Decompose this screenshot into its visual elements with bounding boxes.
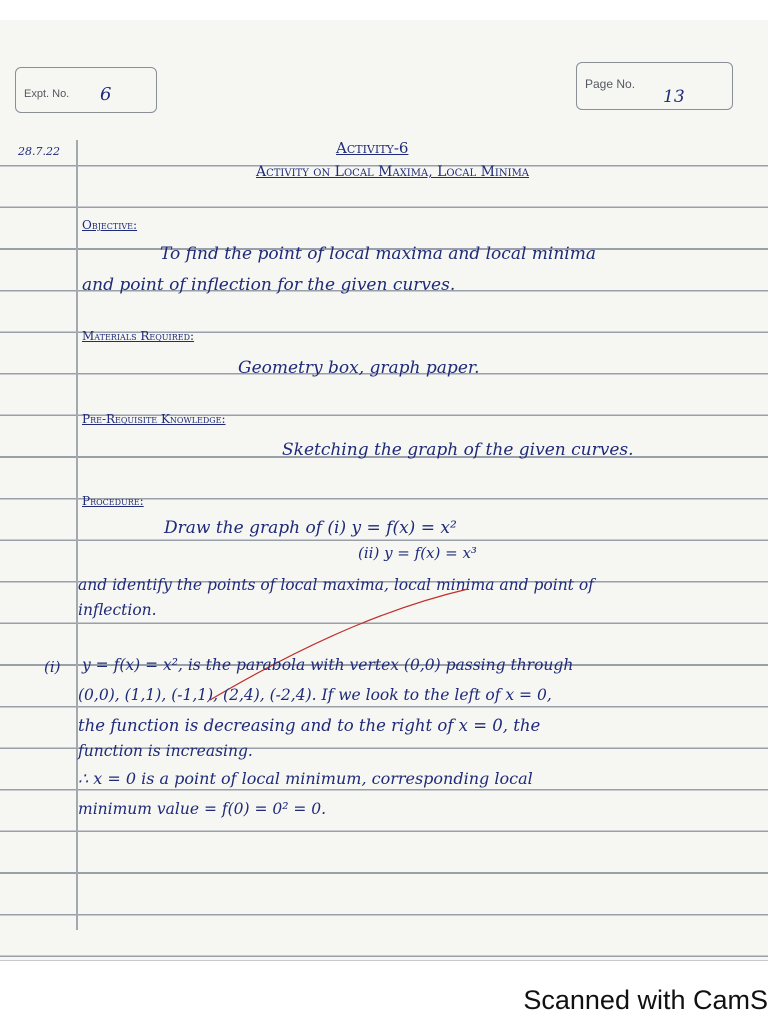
expt-number-box [15,67,157,113]
expt-value: 6 [100,84,112,105]
page-number-box [576,62,733,110]
part-i-line-2: (0,0), (1,1), (-1,1), (2,4), (-2,4). If we look to the left of x = 0, [78,686,552,704]
part-i-marker: (i) [44,658,61,676]
procedure-line-2: (ii) y = f(x) = x³ [358,544,477,562]
activity-title: Activity-6 [336,139,409,157]
part-i-line-4: function is increasing. [78,742,253,760]
objective-line-1: To find the point of local maxima and local minima [160,244,596,264]
prerequisite-heading: Pre-Requisite Knowledge: [82,412,226,426]
expt-label: Expt. No. [24,88,70,100]
part-i-line-5: ∴ x = 0 is a point of local minimum, corresponding local [78,769,533,788]
activity-subtitle: Activity on Local Maxima, Local Minima [256,164,530,180]
prerequisite-line-1: Sketching the graph of the given curves. [282,440,634,460]
objective-line-2: and point of inflection for the given curves. [82,275,456,295]
materials-heading: Materials Required: [82,329,195,343]
procedure-line-4: inflection. [78,601,157,619]
procedure-line-1: Draw the graph of (i) y = f(x) = x² [164,518,457,538]
part-i-line-6: minimum value = f(0) = 0² = 0. [78,800,327,818]
page-value: 13 [663,87,685,107]
date: 28.7.22 [18,145,60,158]
part-i-line-1: y = f(x) = x², is the parabola with vertex (0,0) passing through [82,656,574,674]
scanner-watermark: Scanned with CamS [523,985,768,1015]
objective-heading: Objective: [82,218,138,232]
procedure-line-3: and identify the points of local maxima, local minima and point of [78,576,594,594]
procedure-heading: Procedure: [82,494,144,508]
notebook-sheet [0,20,768,961]
page-label: Page No. [585,77,636,91]
part-i-line-3: the function is decreasing and to the right of x = 0, the [78,716,541,735]
materials-line-1: Geometry box, graph paper. [238,358,480,378]
